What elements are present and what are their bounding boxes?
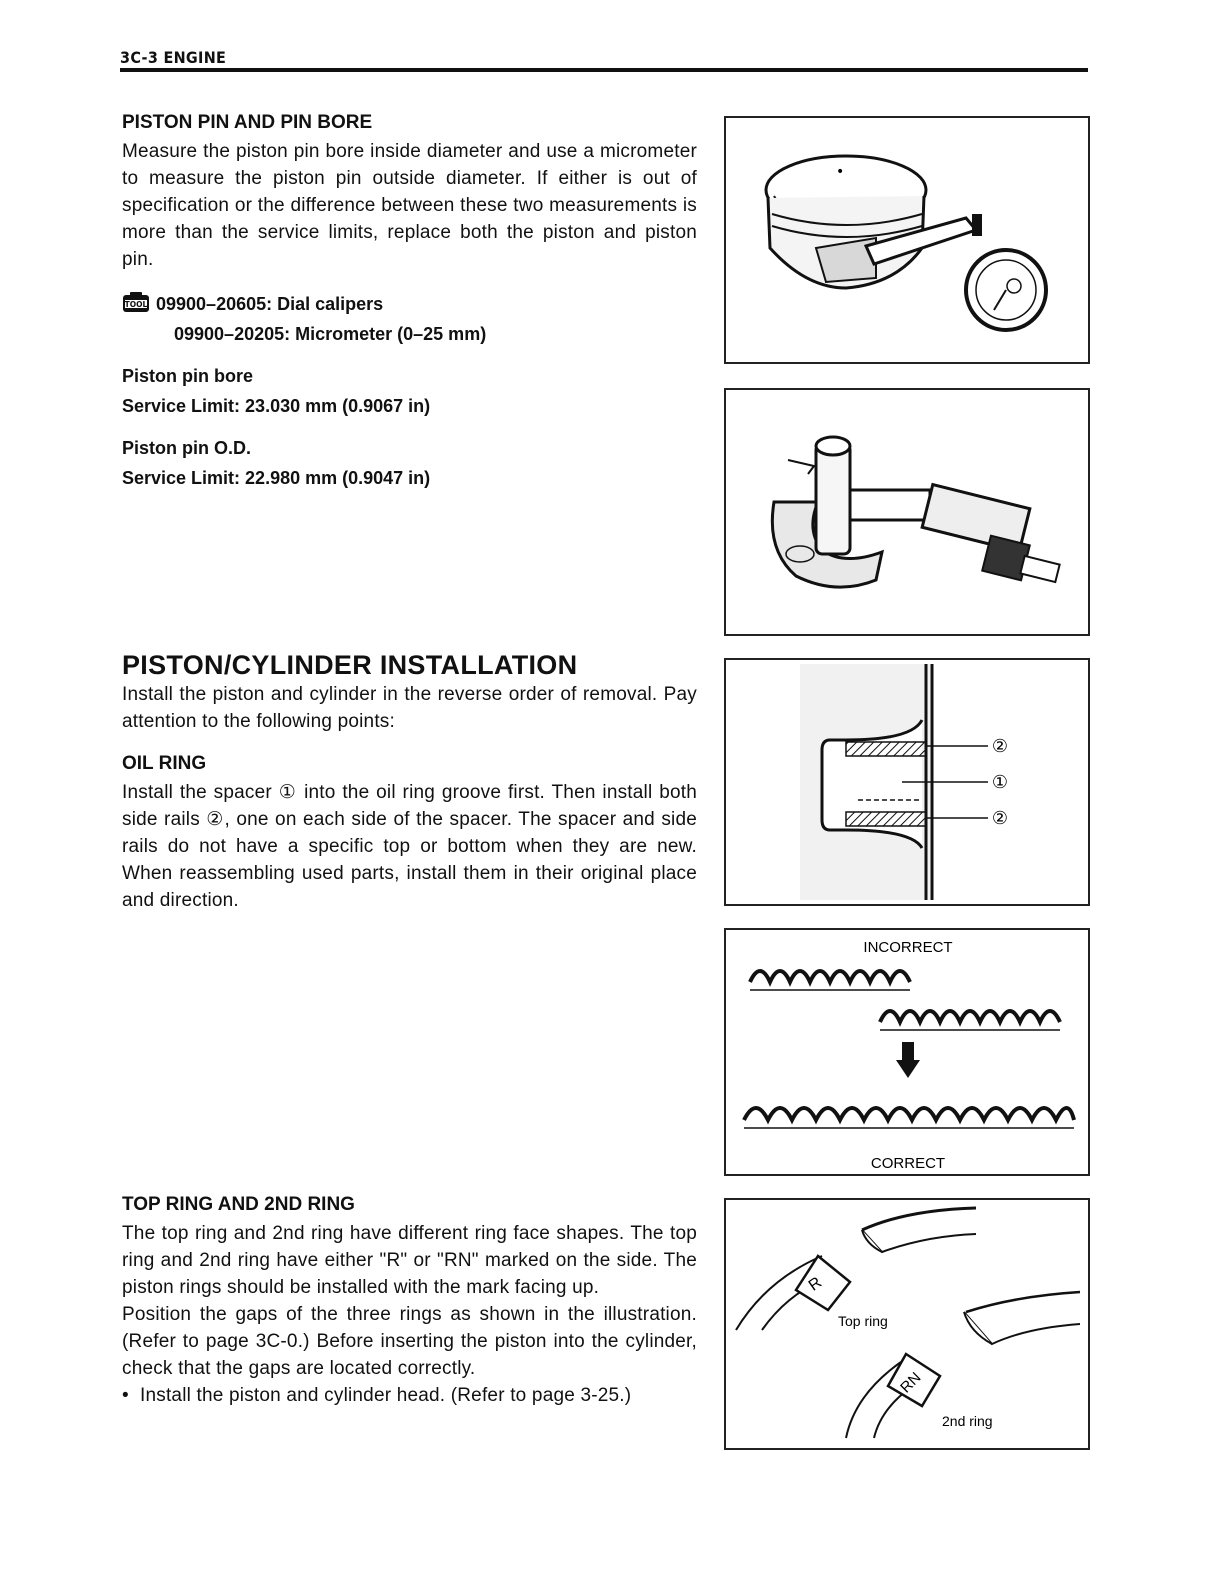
- ring-mark: R: [805, 1274, 826, 1295]
- incorrect-label: INCORRECT: [863, 939, 953, 956]
- spec-label: Piston pin bore: [122, 366, 254, 386]
- rings-illustration: [726, 1200, 1088, 1448]
- tool-item: 09900–20205: Micrometer (0–25 mm): [174, 324, 487, 344]
- ring-label: 2nd ring: [942, 1413, 993, 1429]
- section-body: Install the spacer ① into the oil ring groove first. Then install both side rails ②, one on each side of the spacer. The spacer and side rails do not have a specific top or bottom when they are new. When reassembling used parts, install them in their original place and direction.: [122, 782, 697, 911]
- figure-micrometer: [724, 388, 1090, 636]
- section-body: The top ring and 2nd ring have different ring face shapes. The top ring and 2nd ring have either "R" or "RN" marked on the side. The piston rings should be installed with the mark facing up.: [122, 1223, 697, 1298]
- svg-text:TOOL: TOOL: [124, 300, 148, 309]
- correct-label: CORRECT: [870, 1155, 946, 1172]
- page-header-title: 3C-3 ENGINE: [120, 48, 227, 67]
- bullet-icon: •: [122, 1385, 129, 1406]
- spec-value: Service Limit: 22.980 mm (0.9047 in): [122, 468, 431, 488]
- section-body: Measure the piston pin bore inside diameter and use a micrometer to measure the piston pin outside diameter. If either is out of specification or the difference between these two measurements is more than the service limits, replace both the piston and piston pin.: [122, 141, 697, 270]
- section-heading: OIL RING: [122, 753, 207, 774]
- ring-label: Top ring: [838, 1313, 888, 1329]
- bullet-text: Install the piston and cylinder head. (Refer to page 3-25.): [140, 1385, 632, 1406]
- tool-icon: [122, 292, 150, 314]
- section-heading: PISTON PIN AND PIN BORE: [122, 112, 373, 133]
- figure-oil-ring: [724, 658, 1090, 906]
- header-rule: [120, 68, 1088, 72]
- tool-item: 09900–20605: Dial calipers: [156, 294, 384, 314]
- section-piston-pin: [122, 112, 697, 493]
- piston-dial-illustration: [726, 118, 1088, 362]
- spec-value: Service Limit: 23.030 mm (0.9067 in): [122, 396, 431, 416]
- section-body: Install the piston and cylinder in the reverse order of removal. Pay attention to the following points:: [122, 684, 697, 732]
- page-header: [120, 48, 1088, 68]
- section-title: PISTON/CYLINDER INSTALLATION: [122, 650, 578, 680]
- micrometer-illustration: [726, 390, 1088, 634]
- callout-label: ②: [991, 736, 1009, 757]
- bullet-item: [122, 1382, 697, 1409]
- figure-top-2nd-ring: [724, 1198, 1090, 1450]
- callout-label: ①: [991, 772, 1009, 793]
- section-installation: [122, 650, 697, 914]
- figure-spacer-correct-incorrect: [724, 928, 1090, 1176]
- callout-label: ②: [991, 808, 1009, 829]
- figure-piston-dial-caliper: [724, 116, 1090, 364]
- oil-ring-illustration: [726, 660, 1088, 904]
- svg-text:•: •: [836, 164, 845, 180]
- spacer-illustration: [726, 930, 1088, 1174]
- spec-block: [122, 433, 697, 493]
- ring-mark: RN: [897, 1369, 925, 1397]
- section-rings: [122, 1194, 697, 1409]
- section-heading: TOP RING AND 2ND RING: [122, 1194, 355, 1215]
- spec-label: Piston pin O.D.: [122, 438, 251, 458]
- section-body: Position the gaps of the three rings as shown in the illustration. (Refer to page 3C-0.) Before inserting the piston into the cylinder, check that the gaps are located correctly.: [122, 1304, 697, 1379]
- tool-list: [122, 289, 697, 349]
- spec-block: [122, 361, 697, 421]
